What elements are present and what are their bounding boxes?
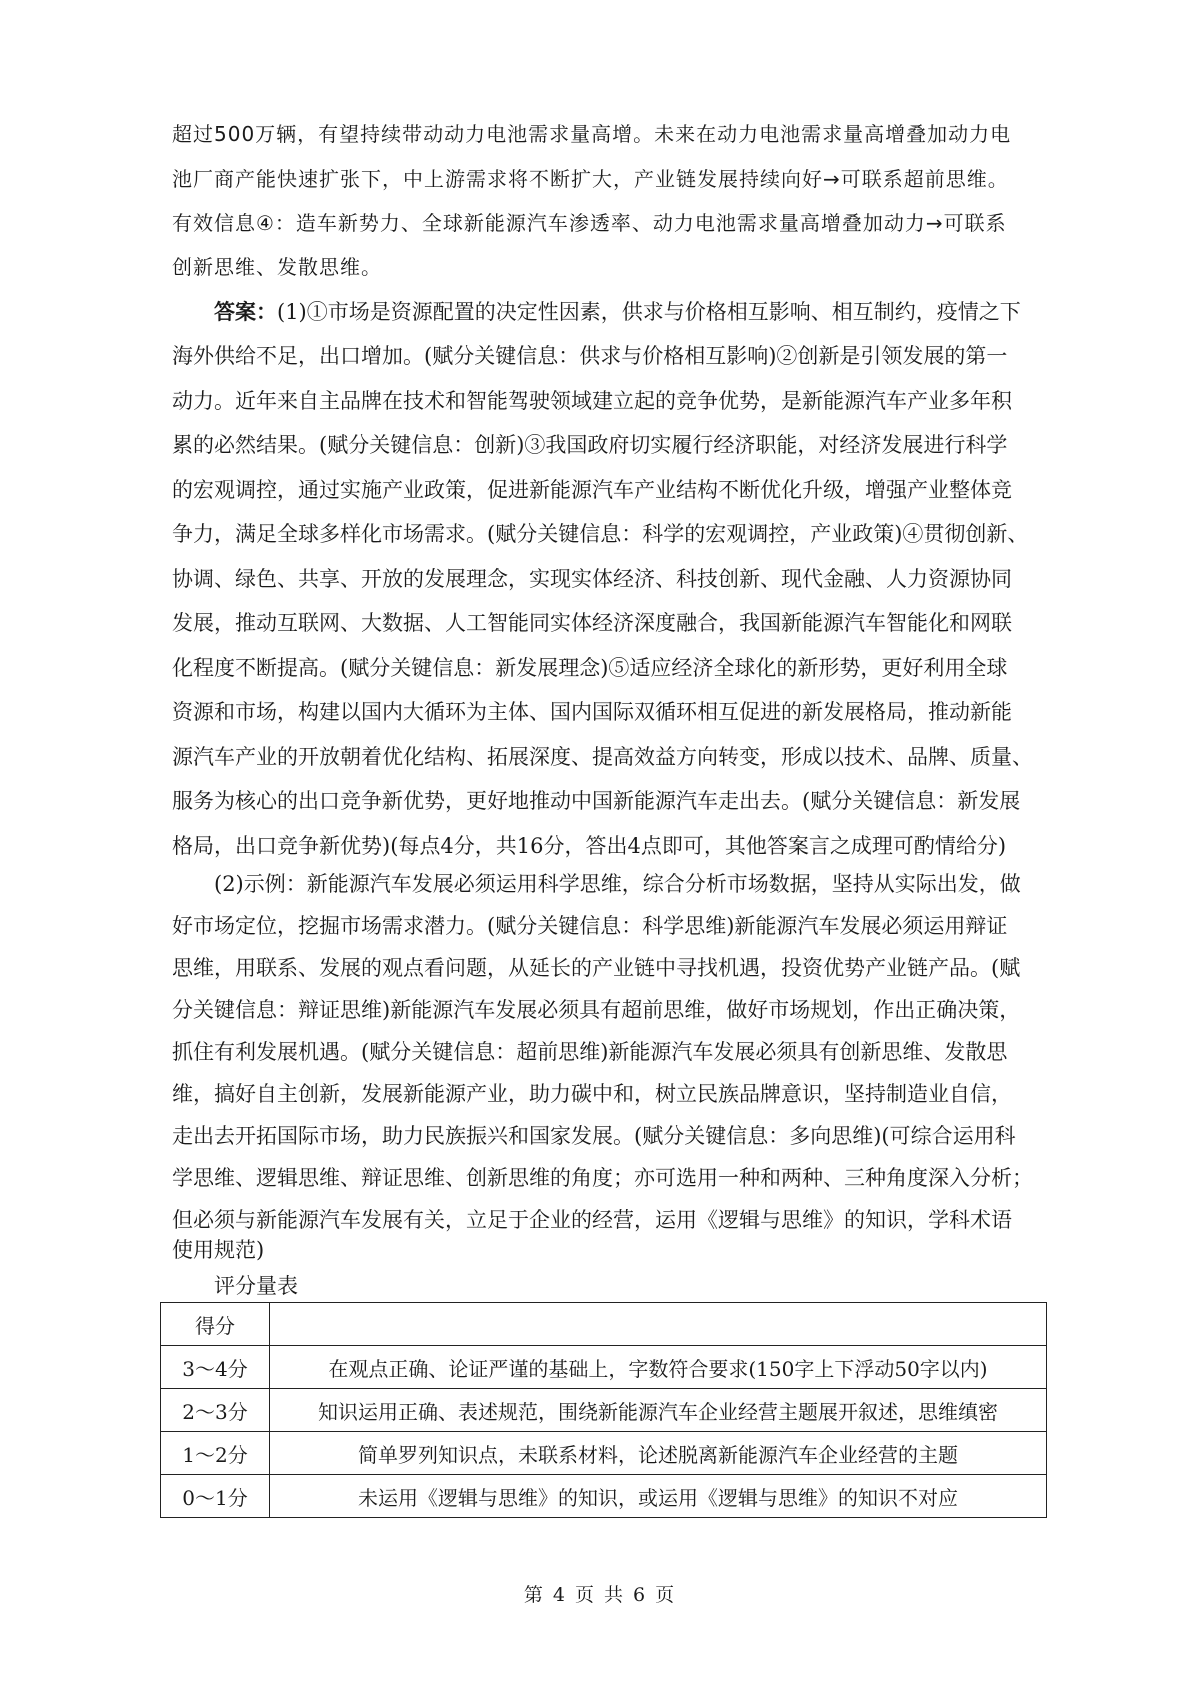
rubric-desc: 在观点正确、论证严谨的基础上，字数符合要求(150字上下浮动50字以内) [270, 1346, 1047, 1389]
rubric-table [160, 1302, 1047, 1518]
intro-line: 有效信息④：造车新势力、全球新能源汽车渗透率、动力电池需求量高增叠加动力→可联系 [172, 211, 1007, 235]
table-row [161, 1346, 1047, 1389]
answer-line: 的宏观调控，通过实施产业政策，促进新能源汽车产业结构不断优化升级，增强产业整体竞 [172, 478, 1012, 502]
part2-line: 学思维、逻辑思维、辩证思维、创新思维的角度；亦可选用一种和两种、三种角度深入分析； [172, 1166, 1033, 1190]
intro-line: 池厂商产能快速扩张下，中上游需求将不断扩大，产业链发展持续向好→可联系超前思维。 [172, 167, 1009, 191]
answer-line: 源汽车产业的开放朝着优化结构、拓展深度、提高效益方向转变，形成以技术、品牌、质量、 [172, 745, 1033, 769]
rubric-desc: 知识运用正确、表述规范，围绕新能源汽车企业经营主题展开叙述，思维缜密 [270, 1389, 1047, 1432]
part2-line: 分关键信息：辩证思维)新能源汽车发展必须具有超前思维，做好市场规划，作出正确决策， [172, 998, 1021, 1022]
rubric-score: 1～2分 [161, 1432, 270, 1475]
answer-line: 动力。近年来自主品牌在技术和智能驾驶领域建立起的竞争优势，是新能源汽车产业多年积 [172, 389, 1012, 413]
answer-first-text: (1)①市场是资源配置的决定性因素，供求与价格相互影响、相互制约，疫情之下 [277, 300, 1021, 324]
intro-line: 创新思维、发散思维。 [172, 255, 382, 279]
part2-line: 思维，用联系、发展的观点看问题，从延长的产业链中寻找机遇，投资优势产业链产品。(赋 [172, 956, 1021, 980]
answer-line: 累的必然结果。(赋分关键信息：创新)③我国政府切实履行经济职能，对经济发展进行科学 [172, 433, 1008, 457]
rubric-header-desc [270, 1303, 1047, 1346]
table-row [161, 1303, 1047, 1346]
answer-line: 化程度不断提高。(赋分关键信息：新发展理念)⑤适应经济全球化的新形势，更好利用全球 [172, 656, 1008, 680]
answer-lead: 答案： [214, 300, 277, 324]
part2-line: 好市场定位，挖掘市场需求潜力。(赋分关键信息：科学思维)新能源汽车发展必须运用辩证 [172, 914, 1008, 938]
part2-line: 但必须与新能源汽车发展有关，立足于企业的经营，运用《逻辑与思维》的知识，学科术语 [172, 1208, 1012, 1232]
part2-line: 维，搞好自主创新，发展新能源产业，助力碳中和，树立民族品牌意识，坚持制造业自信， [172, 1082, 1012, 1106]
answer-line: 服务为核心的出口竞争新优势，更好地推动中国新能源汽车走出去。(赋分关键信息：新发展 [172, 789, 1021, 813]
answer-first-line [214, 300, 1042, 324]
rubric-score: 3～4分 [161, 1346, 270, 1389]
answer-line: 资源和市场，构建以国内大循环为主体、国内国际双循环相互促进的新发展格局，推动新能 [172, 700, 1012, 724]
answer-line: 格局，出口竞争新优势)(每点4分，共16分，答出4点即可，其他答案言之成理可酌情给分) [172, 834, 1007, 858]
rubric-header-score: 得分 [161, 1303, 270, 1346]
rubric-caption: 评分量表 [214, 1274, 298, 1298]
part2-line: 使用规范) [172, 1238, 265, 1262]
answer-line: 海外供给不足，出口增加。(赋分关键信息：供求与价格相互影响)②创新是引领发展的第一 [172, 344, 1008, 368]
table-row [161, 1389, 1047, 1432]
part2-line: 抓住有利发展机遇。(赋分关键信息：超前思维)新能源汽车发展必须具有创新思维、发散思 [172, 1040, 1008, 1064]
rubric-desc: 简单罗列知识点，未联系材料，论述脱离新能源汽车企业经营的主题 [270, 1432, 1047, 1475]
answer-line: 发展，推动互联网、大数据、人工智能同实体经济深度融合，我国新能源汽车智能化和网联 [172, 611, 1012, 635]
part2-first-line: (2)示例：新能源汽车发展必须运用科学思维，综合分析市场数据，坚持从实际出发，做 [214, 872, 1021, 896]
answer-line: 协调、绿色、共享、开放的发展理念，实现实体经济、科技创新、现代金融、人力资源协同 [172, 567, 1012, 591]
rubric-desc: 未运用《逻辑与思维》的知识，或运用《逻辑与思维》的知识不对应 [270, 1475, 1047, 1518]
rubric-score: 0～1分 [161, 1475, 270, 1518]
rubric-score: 2～3分 [161, 1389, 270, 1432]
answer-line: 争力，满足全球多样化市场需求。(赋分关键信息：科学的宏观调控，产业政策)④贯彻创新、 [172, 522, 1029, 546]
part2-line: 走出去开拓国际市场，助力民族振兴和国家发展。(赋分关键信息：多向思维)(可综合运用科 [172, 1124, 1016, 1148]
page-footer: 第 4 页 共 6 页 [523, 1584, 677, 1606]
table-row [161, 1475, 1047, 1518]
table-row [161, 1432, 1047, 1475]
intro-line: 超过500万辆，有望持续带动动力电池需求量高增。未来在动力电池需求量高增叠加动力电 [172, 122, 1012, 146]
